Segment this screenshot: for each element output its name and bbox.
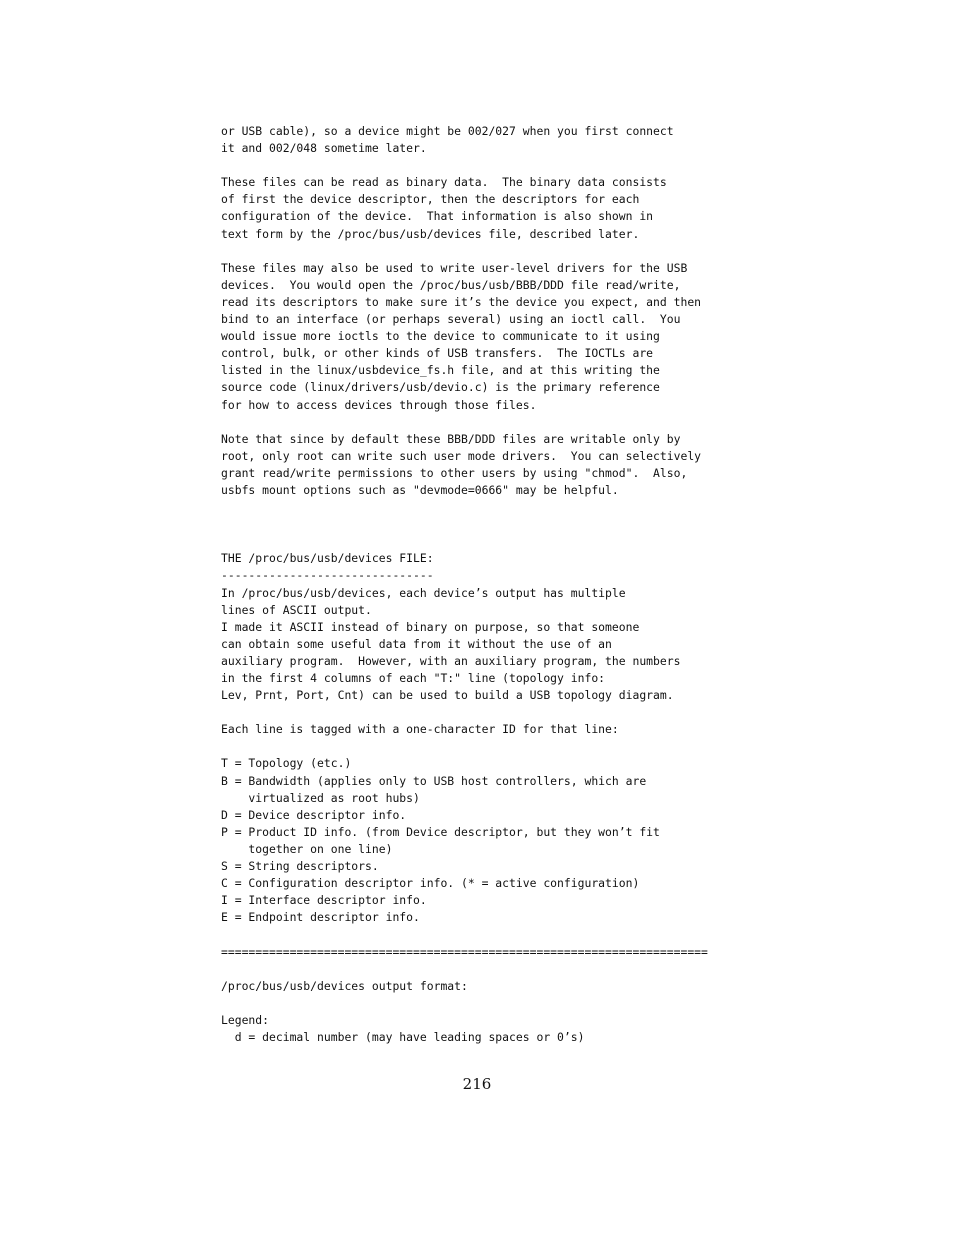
text-line: text form by the /proc/bus/usb/devices file, described later.	[221, 226, 640, 241]
text-line: I made it ASCII instead of binary on purpose, so that someone	[221, 619, 640, 634]
text-line: D = Device descriptor info.	[221, 807, 407, 822]
text-line: configuration of the device. That information is also shown in	[221, 209, 654, 224]
text-line: bind to an interface (or perhaps several) using an ioctl call. You	[221, 312, 681, 327]
text-line: -------------------------------	[221, 568, 434, 583]
text-line: source code (linux/drivers/usb/devio.c) is the primary reference	[221, 380, 660, 395]
text-line: E = Endpoint descriptor info.	[221, 910, 420, 925]
text-line: S = String descriptors.	[221, 859, 379, 874]
text-line: for how to access devices through those files.	[221, 397, 537, 412]
text-line: control, bulk, or other kinds of USB transfers. The IOCTLs are	[221, 346, 654, 361]
text-line: virtualized as root hubs)	[221, 790, 420, 805]
text-line: P = Product ID info. (from Device descriptor, but they won’t fit	[221, 824, 660, 839]
text-line: These files can be read as binary data. The binary data consists	[221, 175, 667, 190]
text-line: =======================================================================	[221, 944, 708, 959]
text-line: Lev, Prnt, Port, Cnt) can be used to build a USB topology diagram.	[221, 688, 674, 703]
text-line: or USB cable), so a device might be 002/027 when you first connect	[221, 124, 674, 138]
text-line: listed in the linux/usbdevice_fs.h file, and at this writing the	[221, 363, 660, 378]
text-line: auxiliary program. However, with an auxiliary program, the numbers	[221, 653, 681, 668]
text-line: B = Bandwidth (applies only to USB host controllers, which are	[221, 773, 647, 788]
text-line: read its descriptors to make sure it’s the device you expect, and then	[221, 294, 702, 309]
text-line: would issue more ioctls to the device to communicate to it using	[221, 329, 660, 344]
text-line: Note that since by default these BBB/DDD files are writable only by	[221, 431, 681, 446]
text-line: T = Topology (etc.)	[221, 756, 352, 771]
page-number: 216	[462, 1075, 492, 1093]
text-line: In /proc/bus/usb/devices, each device’s output has multiple	[221, 585, 626, 600]
text-line: of first the device descriptor, then the descriptors for each	[221, 192, 640, 207]
text-line: usbfs mount options such as "devmode=0666" may be helpful.	[221, 482, 619, 497]
text-line: I = Interface descriptor info.	[221, 893, 427, 908]
text-line: can obtain some useful data from it without the use of an	[221, 636, 612, 651]
text-line: THE /proc/bus/usb/devices FILE:	[221, 551, 434, 566]
text-line: These files may also be used to write user-level drivers for the USB	[221, 260, 688, 275]
document-body	[221, 123, 841, 1046]
text-line: grant read/write permissions to other users by using "chmod". Also,	[221, 465, 688, 480]
text-line: lines of ASCII output.	[221, 602, 372, 617]
text-line: together on one line)	[221, 841, 393, 856]
text-line: root, only root can write such user mode drivers. You can selectively	[221, 448, 702, 463]
text-line: in the first 4 columns of each "T:" line (topology info:	[221, 671, 606, 685]
text-line: C = Configuration descriptor info. (* = active configuration)	[221, 876, 640, 891]
text-line: Legend:	[221, 1012, 270, 1027]
text-line: devices. You would open the /proc/bus/usb/BBB/DDD file read/write,	[221, 277, 681, 292]
text-line: d = decimal number (may have leading spaces or 0’s)	[221, 1029, 585, 1044]
text-line: /proc/bus/usb/devices output format:	[221, 978, 468, 993]
text-line: Each line is tagged with a one-character ID for that line:	[221, 722, 619, 737]
text-line: it and 002/048 sometime later.	[221, 141, 427, 156]
